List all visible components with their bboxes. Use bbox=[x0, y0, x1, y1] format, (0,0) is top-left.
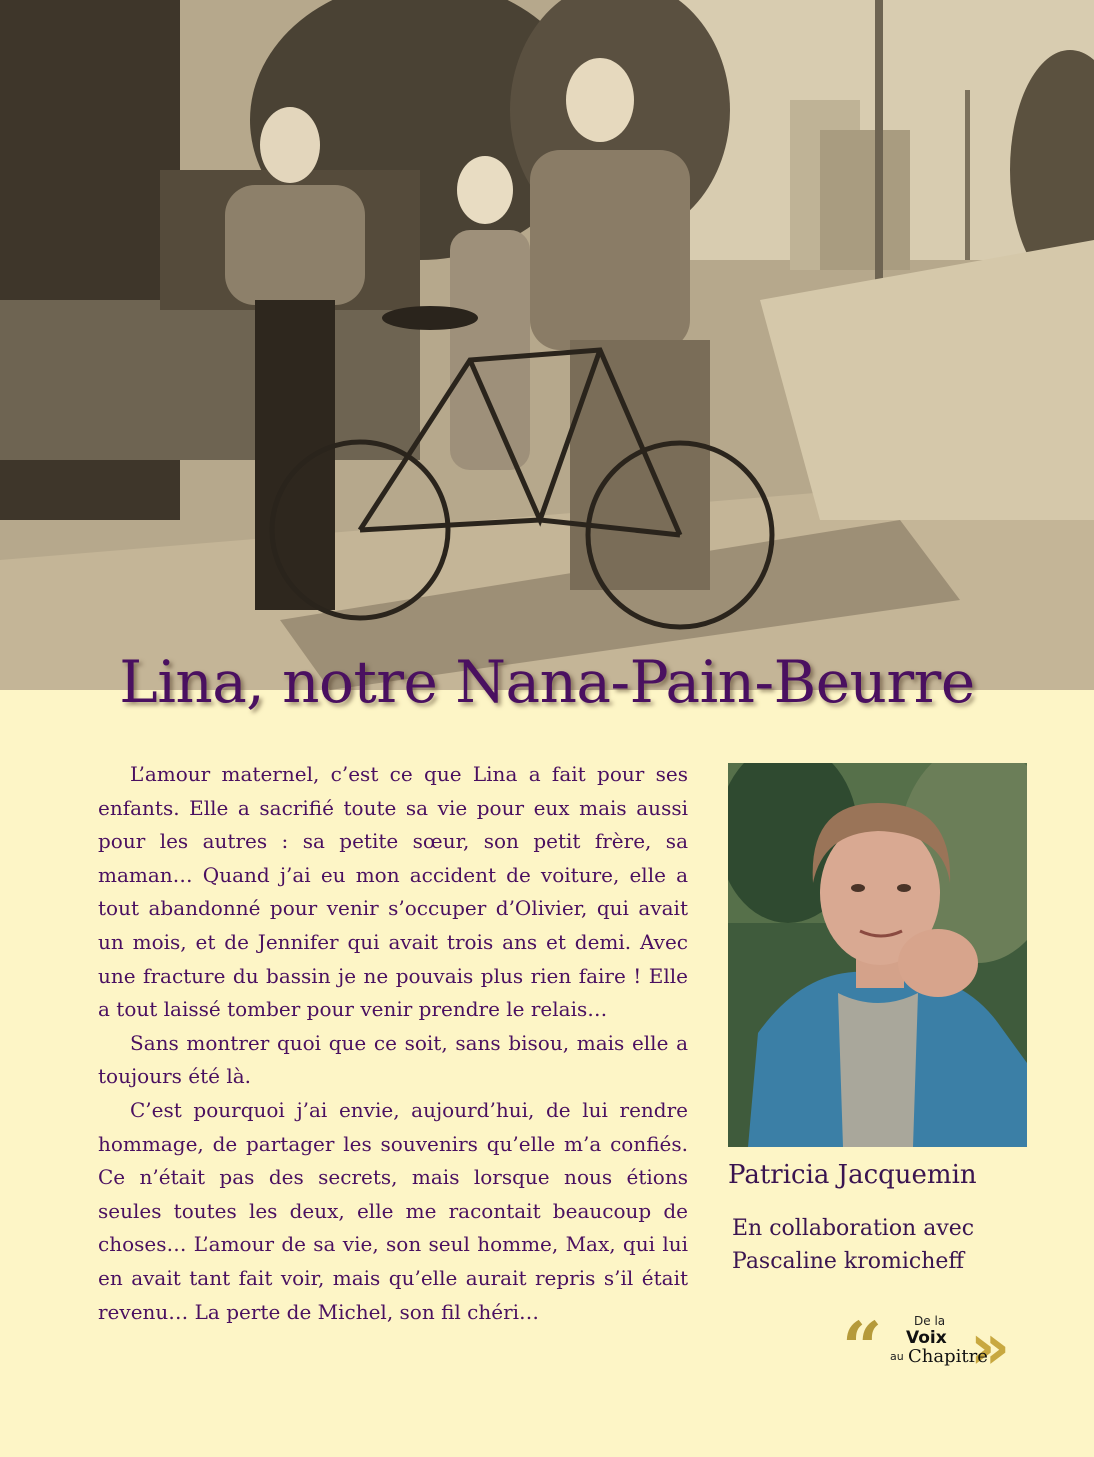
body-text bbox=[98, 758, 688, 1329]
logo-text: Voix bbox=[906, 1328, 947, 1348]
logo-text: De la bbox=[914, 1314, 946, 1328]
cover-photograph bbox=[0, 0, 1094, 690]
logo-text: Chapitre bbox=[908, 1346, 988, 1367]
quote-mark-icon: “ bbox=[842, 1306, 883, 1389]
page-title: Lina, notre Nana-Pain-Beurre bbox=[119, 648, 975, 716]
author-name: Patricia Jacquemin bbox=[728, 1160, 977, 1190]
collaboration-line: En collaboration avec bbox=[732, 1216, 975, 1241]
collaboration-credit bbox=[732, 1212, 1052, 1278]
logo-text: au bbox=[890, 1350, 904, 1363]
collaborator-name: Pascaline kromicheff bbox=[732, 1249, 965, 1274]
author-portrait bbox=[728, 763, 1027, 1147]
paragraph: C’est pourquoi j’ai envie, aujourd’hui, de lui rendre hommage, de partager les souvenirs qu’elle m’a confiés. Ce n’était pas des secrets, mais lorsque nous étions seules toutes les deux, elle me racontait beaucoup de choses… L’amour de sa vie, son seul homme, Max, qui lui en avait tant fait voir, mais qu’elle aurait repris s’il était revenu… La perte de Michel, son fil chéri… bbox=[98, 1097, 688, 1324]
paragraph: L’amour maternel, c’est ce que Lina a fait pour ses enfants. Elle a sacrifié toute sa vie pour eux mais aussi pour les autres : sa petite sœur, son petit frère, sa maman… Quand j’ai eu mon accident de voiture, elle a tout abandonné pour venir s’occuper d’Olivier, qui avait un mois, et de Jennifer qui avait trois ans et demi. Avec une fracture du bassin je ne pouvais plus rien faire ! Elle a tout laissé tomber pour venir prendre le relais… bbox=[98, 762, 688, 1022]
chevron-right-icon: » bbox=[970, 1310, 1011, 1383]
publisher-logo bbox=[842, 1306, 1032, 1389]
paragraph: Sans montrer quoi que ce soit, sans bisou, mais elle a toujours été là. bbox=[98, 1030, 688, 1089]
